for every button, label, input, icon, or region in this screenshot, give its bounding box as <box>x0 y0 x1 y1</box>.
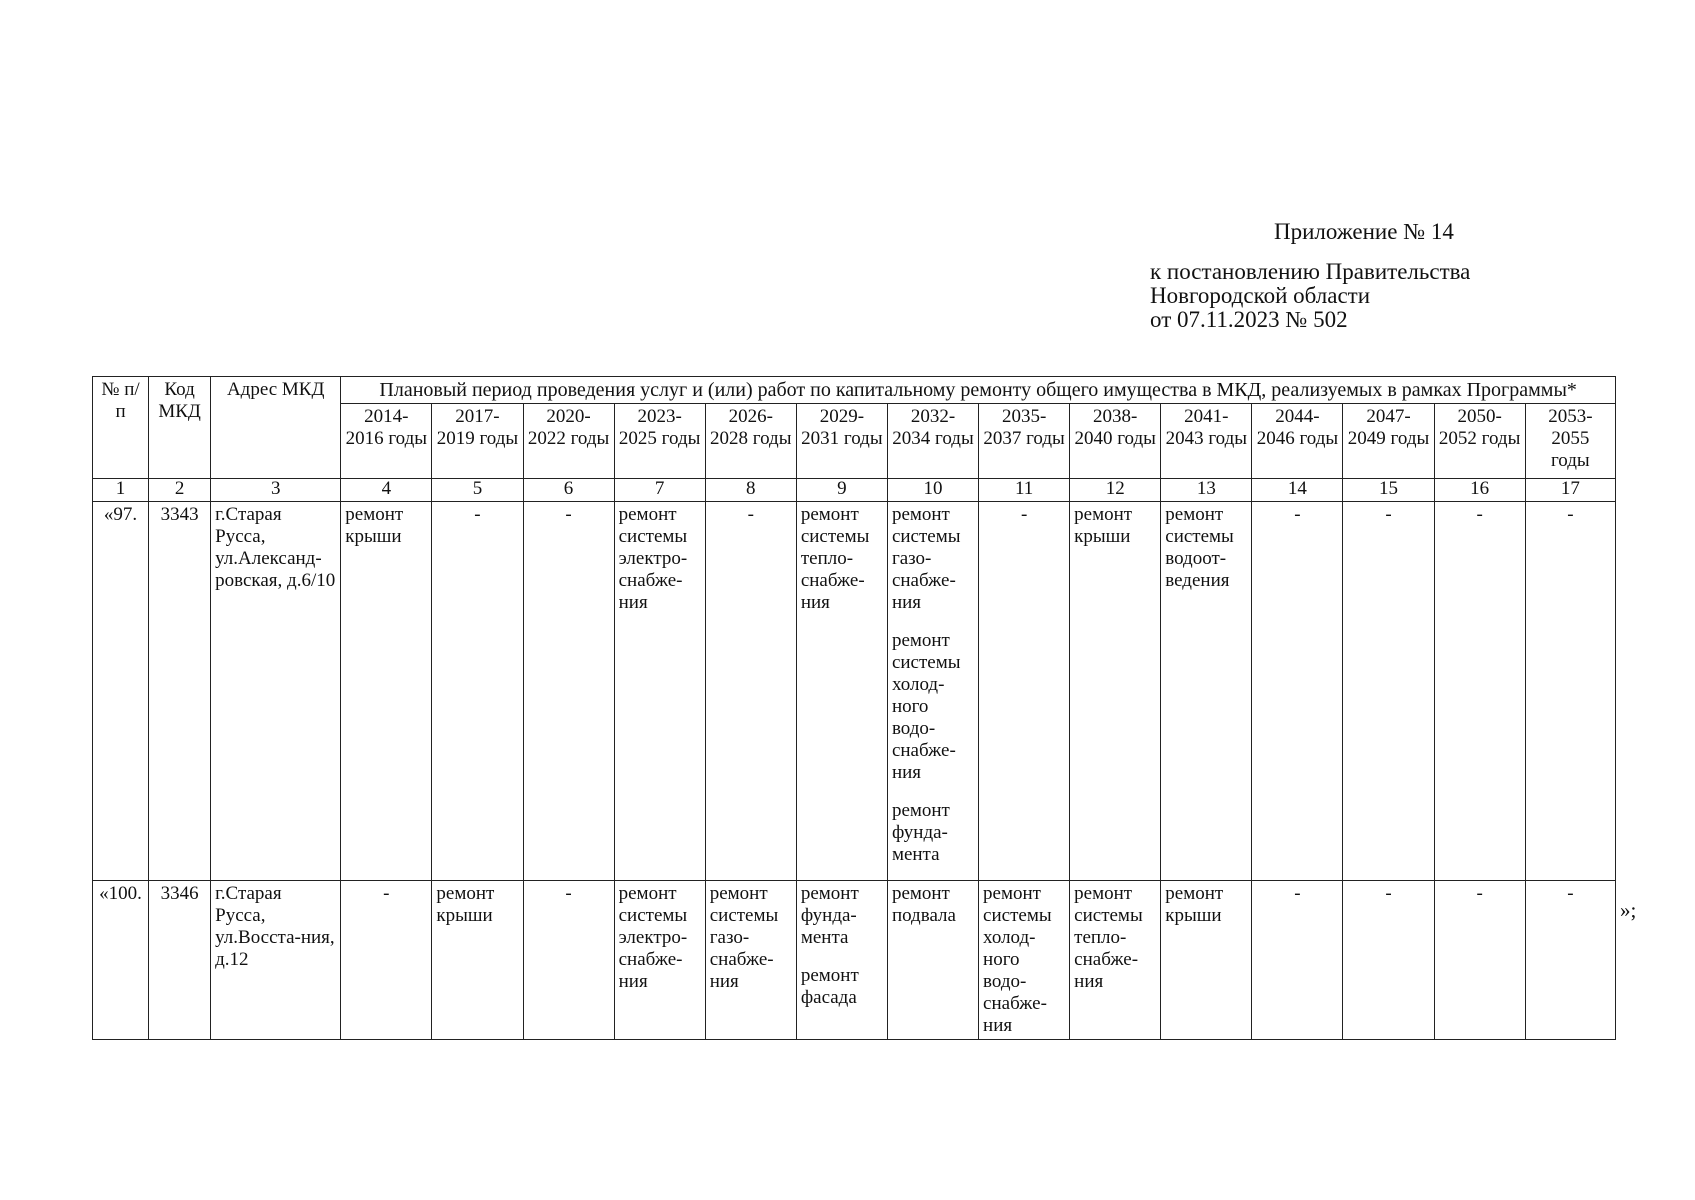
year-header: 2050-2052 годы <box>1434 404 1525 479</box>
header-row-main <box>93 377 1616 404</box>
column-number: 8 <box>705 479 796 502</box>
column-number: 12 <box>1070 479 1161 502</box>
work-cell <box>1343 502 1434 881</box>
work-item: ремонт фунда-мента <box>800 883 859 948</box>
work-item: - <box>747 504 754 525</box>
work-cell <box>1070 502 1161 881</box>
work-item: ремонт системы холод-ного водо-снабже-ния <box>983 883 1052 1036</box>
work-item: ремонт фунда-мента <box>891 800 950 865</box>
column-number: 6 <box>523 479 614 502</box>
row-code: 3346 <box>149 881 211 1040</box>
annex-title: Приложение № 14 <box>1274 219 1454 244</box>
year-header: 2044-2046 годы <box>1252 404 1343 479</box>
column-number-row <box>93 479 1616 502</box>
table-row <box>93 881 1616 1040</box>
work-item: ремонт системы газо-снабже-ния <box>709 883 779 992</box>
work-item: ремонт системы тепло-снабже-ния <box>800 504 870 613</box>
work-cell <box>614 881 705 1040</box>
work-item: - <box>565 883 572 904</box>
work-item: - <box>1294 504 1301 525</box>
column-number: 4 <box>341 479 432 502</box>
year-header: 2032-2034 годы <box>887 404 978 479</box>
work-item: ремонт крыши <box>345 504 404 547</box>
work-item: - <box>1385 504 1392 525</box>
work-item: - <box>474 504 481 525</box>
work-item: ремонт крыши <box>1074 504 1133 547</box>
year-header: 2023-2025 годы <box>614 404 705 479</box>
column-number: 9 <box>796 479 887 502</box>
work-cell <box>796 502 887 881</box>
work-cell <box>979 502 1070 881</box>
column-number: 5 <box>432 479 523 502</box>
work-cell <box>523 502 614 881</box>
work-cell <box>1252 881 1343 1040</box>
year-header: 2029-2031 годы <box>796 404 887 479</box>
work-item: - <box>565 504 572 525</box>
year-header: 2014-2016 годы <box>341 404 432 479</box>
year-header: 2047-2049 годы <box>1343 404 1434 479</box>
table-row <box>93 502 1616 881</box>
work-cell <box>979 881 1070 1040</box>
annex-decree-line-1: к постановлению Правительства <box>1150 259 1471 284</box>
work-cell <box>705 881 796 1040</box>
closing-quote: »; <box>1620 898 1637 922</box>
column-number: 1 <box>93 479 149 502</box>
work-cell <box>1525 881 1615 1040</box>
year-header: 2041-2043 годы <box>1161 404 1252 479</box>
work-cell <box>1252 502 1343 881</box>
work-cell <box>1434 881 1525 1040</box>
work-cell <box>1525 502 1615 881</box>
work-cell <box>1161 881 1252 1040</box>
work-item: - <box>1567 504 1574 525</box>
work-item: ремонт системы электро-снабже-ния <box>618 883 688 992</box>
work-cell <box>887 502 978 881</box>
work-item: ремонт системы электро-снабже-ния <box>618 504 688 613</box>
work-item: ремонт системы газо-снабже-ния <box>891 504 961 613</box>
annex-decree-line-2: Новгородской области <box>1150 283 1371 308</box>
annex-decree-line-3: от 07.11.2023 № 502 <box>1150 307 1348 332</box>
work-item: - <box>1385 883 1392 904</box>
work-cell <box>341 502 432 881</box>
year-header: 2026-2028 годы <box>705 404 796 479</box>
header-planned-period: Плановый период проведения услуг и (или) работ по капитальному ремонту общего имущества в МКД, реализуемых в рамках Программы* <box>341 377 1616 404</box>
work-item: ремонт подвала <box>891 883 956 926</box>
work-item: ремонт фасада <box>800 965 859 1008</box>
work-item: - <box>1567 883 1574 904</box>
header-code: Код МКД <box>149 377 211 479</box>
column-number: 7 <box>614 479 705 502</box>
row-address: г.Старая Русса, ул.Восста-ния, д.12 <box>211 881 341 1040</box>
year-header: 2053-2055 годы <box>1525 404 1615 479</box>
work-cell <box>796 881 887 1040</box>
column-number: 13 <box>1161 479 1252 502</box>
column-number: 2 <box>149 479 211 502</box>
annex-header <box>1150 220 1470 332</box>
column-number: 11 <box>979 479 1070 502</box>
column-number: 16 <box>1434 479 1525 502</box>
work-cell <box>614 502 705 881</box>
work-item: - <box>1476 504 1483 525</box>
work-cell <box>705 502 796 881</box>
work-cell <box>432 881 523 1040</box>
header-num: № п/п <box>93 377 149 479</box>
column-number: 10 <box>887 479 978 502</box>
year-header: 2017-2019 годы <box>432 404 523 479</box>
row-num: «100. <box>93 881 149 1040</box>
work-cell <box>1161 502 1252 881</box>
column-number: 15 <box>1343 479 1434 502</box>
year-header: 2038-2040 годы <box>1070 404 1161 479</box>
work-cell <box>432 502 523 881</box>
column-number: 17 <box>1525 479 1615 502</box>
work-item: - <box>1476 883 1483 904</box>
work-item: ремонт системы водоот-ведения <box>1165 504 1234 591</box>
year-header: 2035-2037 годы <box>979 404 1070 479</box>
column-number: 14 <box>1252 479 1343 502</box>
work-item: ремонт крыши <box>436 883 495 926</box>
year-header: 2020-2022 годы <box>523 404 614 479</box>
row-address: г.Старая Русса, ул.Александ-ровская, д.6/10 <box>211 502 341 881</box>
column-number: 3 <box>211 479 341 502</box>
work-cell <box>341 881 432 1040</box>
work-item: - <box>1020 504 1028 525</box>
repair-schedule-table <box>92 376 1616 1040</box>
header-address: Адрес МКД <box>211 377 341 479</box>
work-cell <box>523 881 614 1040</box>
work-cell <box>1434 502 1525 881</box>
work-item: ремонт крыши <box>1165 883 1224 926</box>
work-item: ремонт системы тепло-снабже-ния <box>1074 883 1143 992</box>
work-item: - <box>1294 883 1301 904</box>
work-item: - <box>383 883 390 904</box>
work-cell <box>887 881 978 1040</box>
row-num: «97. <box>93 502 149 881</box>
work-cell <box>1070 881 1161 1040</box>
work-item: ремонт системы холод-ного водо-снабже-ния <box>891 630 961 783</box>
work-cell <box>1343 881 1434 1040</box>
row-code: 3343 <box>149 502 211 881</box>
